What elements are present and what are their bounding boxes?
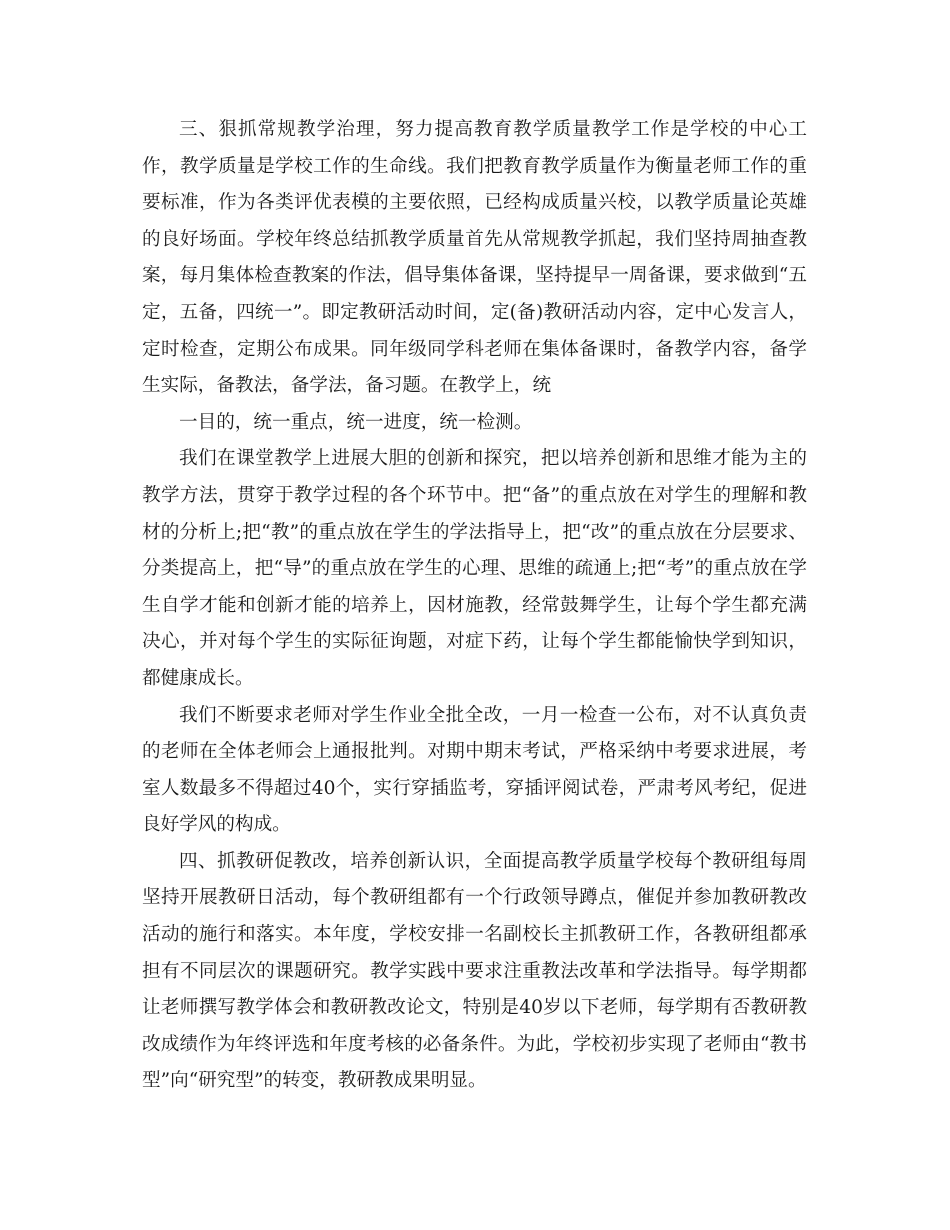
paragraph-homework-exams: 我们不断要求老师对学生作业全批全改，一月一检查一公布，对不认真负责的老师在全体老师会上通报批判。对期中期末考试，严格采纳中考要求进展，考室人数最多不得超过40个，实行穿插监考，穿插评阅试卷，严肃考风考纪，促进良好学风的构成。	[142, 704, 807, 836]
paragraph-unified-goals: 一目的，统一重点，统一进度，统一检测。	[179, 411, 533, 433]
document-body	[142, 112, 807, 1100]
paragraph-classroom-innovation: 我们在课堂教学上进展大胆的创新和探究，把以培养创新和思维才能为主的教学方法，贯穿于教学过程的各个环节中。把“备”的重点放在对学生的理解和教材的分析上;把“教”的重点放在学生的学法指导上，把“改”的重点放在分层要求、分类提高上，把“导”的重点放在学生的心理、思维的疏通上;把“考”的重点放在学生自学才能和创新才能的培养上，因材施教，经常鼓舞学生，让每个学生都充满决心，并对每个学生的实际征询题，对症下药，让每个学生都能愉快学到知识，都健康成长。	[142, 448, 807, 689]
paragraph-teaching-research: 四、抓教研促教改，培养创新认识，全面提高教学质量学校每个教研组每周坚持开展教研日活动，每个教研组都有一个行政领导蹲点，催促并参加教研教改活动的施行和落实。本年度，学校安排一名副校长主抓教研工作，各教研组都承担有不同层次的课题研究。教学实践中要求注重教法改革和学法指导。每学期都让老师撰写教学体会和教研教改论文，特别是40岁以下老师，每学期有否教研教改成绩作为年终评选和年度考核的必备条件。为此，学校初步实现了老师由“教书型”向“研究型”的转变，教研教成果明显。	[142, 850, 807, 1092]
paragraph-teaching-management: 三、狠抓常规教学治理，努力提高教育教学质量教学工作是学校的中心工作，教学质量是学校工作的生命线。我们把教育教学质量作为衡量老师工作的重要标准，作为各类评优表模的主要依照，已经构成质量兴校，以教学质量论英雄的良好场面。学校年终总结抓教学质量首先从常规教学抓起，我们坚持周抽查教案，每月集体检查教案的作法，倡导集体备课，坚持提早一周备课，要求做到“五定，五备，四统一”。即定教研活动时间，定(备)教研活动内容，定中心发言人，定时检查，定期公布成果。同年级同学科老师在集体备课时，备教学内容，备学生实际，备教法，备学法，备习题。在教学上，统	[142, 119, 807, 397]
